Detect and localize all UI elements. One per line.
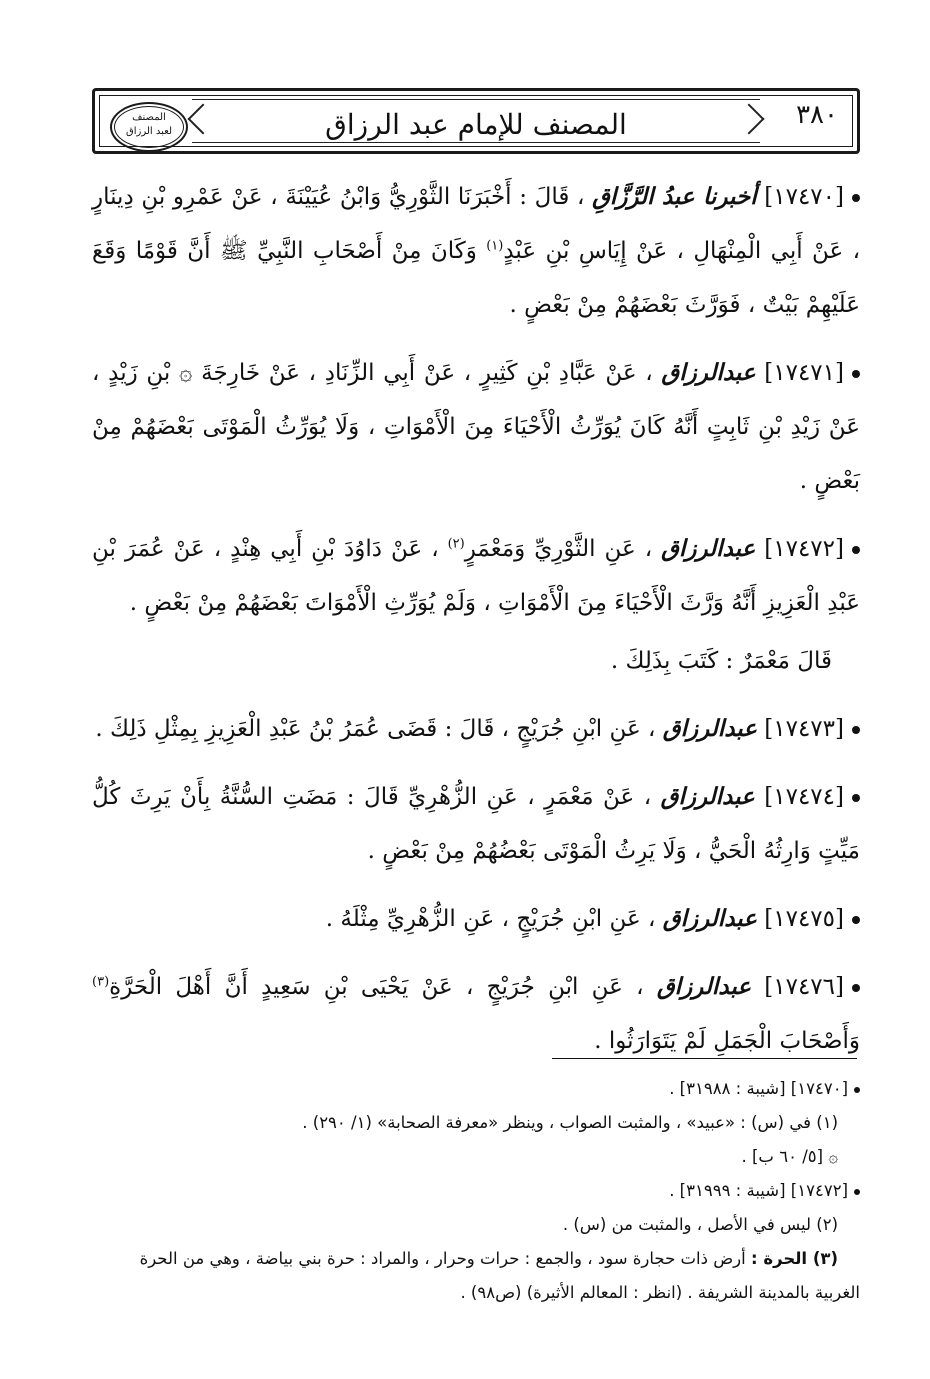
footnote-folio: ۞ [٥/ ٦٠ ب] . <box>741 1147 838 1166</box>
hadith-entry <box>92 960 860 1068</box>
hadith-text-cont: ، عَنْ دَاوُدَ بْنِ أَبِي هِنْدٍ ، عَنْ عُمَرَ بْنِ عَبْدِ الْعَزِيزِ أَنَّهُ وَرَّثَ الْأَحْيَاءَ مِنَ الْأَمْوَاتِ ، وَلَمْ يُوَرِّثِ الْأَمْوَاتَ بَعْضَهُمْ مِنْ بَعْضٍ . <box>92 536 860 616</box>
hadith-entry <box>92 770 860 878</box>
narrator: عبدالرزاق <box>660 783 755 810</box>
hadith-number: [١٧٤٧٢] <box>764 536 844 562</box>
narrator: عبدالرزاق <box>662 715 757 742</box>
hadith-note <box>92 634 860 688</box>
page-header <box>92 88 860 154</box>
footnote: (٢) ليس في الأصل ، والمثبت من (س) . <box>562 1215 838 1234</box>
footnote-ref: (١) <box>486 238 504 254</box>
hadith-number: [١٧٤٧٣] <box>764 716 844 742</box>
hadith-text: ، عَنْ مَعْمَرٍ ، عَنِ الزُّهْرِيِّ قَالَ : مَضَتِ السُّنَّةُ بِأَنْ يَرِثَ كُلُّ مَيِّتٍ وَارِثُهُ الْحَيُّ ، وَلَا يَرِثُ الْمَوْتَى بَعْضُهُمْ مِنْ بَعْضٍ . <box>92 784 860 864</box>
main-text <box>92 170 860 1082</box>
title-band <box>192 99 760 143</box>
hadith-entry <box>92 346 860 508</box>
hadith-text: ، عَنِ ابْنِ جُرَيْجٍ ، قَالَ : قَضَى عُمَرُ بْنُ عَبْدِ الْعَزِيزِ بِمِثْلِ ذَلِكَ . <box>95 716 656 742</box>
hadith-text: ، عَنِ ابْنِ جُرَيْجٍ ، عَنِ الزُّهْرِيِّ مِثْلَهُ . <box>325 906 656 932</box>
book-title: المصنف للإمام عبد الرزاق <box>325 108 627 141</box>
footnote-source: [١٧٤٧٢] [شيبة : ٣١٩٩٩] . <box>92 1174 860 1208</box>
hadith-text: ، قَالَ : أَخْبَرَنَا الثَّوْرِيُّ وَابْنُ عُيَيْنَةَ ، عَنْ عَمْرِو بْنِ دِينَارٍ ، عَنْ أَبِي الْمِنْهَالِ ، عَنْ إِيَاسِ بْنِ عَبْدٍ <box>92 184 861 264</box>
hadith-number: [١٧٤٧٤] <box>764 784 844 810</box>
narrator: عبدالرزاق <box>656 973 751 1000</box>
page-number: ٣٨٠ <box>796 100 838 130</box>
left-ornament-icon <box>100 94 173 148</box>
footnote-source: [١٧٤٧٠] [شيبة : ٣١٩٨٨] . <box>92 1072 860 1106</box>
footnotes <box>92 1072 860 1310</box>
footnote: (١) في (س) : «عبيد» ، والمثبت الصواب ، وينظر «معرفة الصحابة» (١/ ٢٩٠) . <box>302 1113 838 1132</box>
narrator: عبدالرزاق <box>661 535 756 562</box>
hadith-entry <box>92 170 860 332</box>
badge-label-bottom: لعبد الرزاق <box>125 126 173 137</box>
hadith-entry <box>92 892 860 946</box>
bullet-icon <box>852 726 860 734</box>
footnote-ref: (٣) <box>92 974 110 990</box>
hadith-entry <box>92 702 860 756</box>
hadith-text: قَالَ مَعْمَرٌ : كَتَبَ بِذَلِكَ . <box>610 648 832 674</box>
bullet-icon <box>852 794 860 802</box>
narrator: عبدالرزاق <box>661 359 756 386</box>
bullet-icon <box>852 984 860 992</box>
footnote-cont: الغربية بالمدينة الشريفة . (انظر : المعالم الأثيرة) (ص٩٨) . <box>460 1283 860 1302</box>
hadith-number: [١٧٤٧٦] <box>764 974 845 1000</box>
footnote: (٣) الحرة : أرض ذات حجارة سود ، والجمع : حرات وحرار ، والمراد : حرة بني بياضة ، وهي من الحرة <box>139 1249 838 1268</box>
footnote-divider <box>552 1058 857 1059</box>
badge-label-top: المصنف <box>132 112 166 123</box>
bullet-icon <box>852 194 860 202</box>
narrator: أخبرنا عبدُ الرَّزَّاقِ <box>592 183 757 210</box>
hadith-entry <box>92 522 860 630</box>
bullet-icon <box>852 916 860 924</box>
hadith-text: ، عَنْ عَبَّادِ بْنِ كَثِيرٍ ، عَنْ أَبِي الزِّنَادِ ، عَنْ خَارِجَةَ ۞ بْنِ زَيْدٍ ، عَنْ زَيْدِ بْنِ ثَابِتٍ أَنَّهُ كَانَ يُوَرِّثُ الْأَحْيَاءَ مِنَ الْأَمْوَاتِ ، وَلَا يُوَرِّثُ الْمَوْتَى بَعْضَهُمْ مِنْ بَعْضٍ . <box>92 360 860 494</box>
bullet-icon <box>852 370 860 378</box>
bullet-icon <box>854 1189 860 1195</box>
hadith-text-cont: وَأَصْحَابَ الْجَمَلِ لَمْ يَتَوَارَثُوا . <box>594 1028 860 1054</box>
bullet-icon <box>854 1087 860 1093</box>
hadith-number: [١٧٤٧٥] <box>764 906 844 932</box>
hadith-number: [١٧٤٧١] <box>764 360 845 386</box>
narrator: عبدالرزاق <box>662 905 757 932</box>
book-badge-icon <box>110 102 188 152</box>
hadith-text: ، عَنِ الثَّوْرِيِّ وَمَعْمَرٍ <box>464 536 653 562</box>
bullet-icon <box>852 546 860 554</box>
hadith-number: [١٧٤٧٠] <box>764 184 844 210</box>
hadith-text: ، عَنِ ابْنِ جُرَيْجٍ ، عَنْ يَحْيَى بْنِ سَعِيدٍ أَنَّ أَهْلَ الْحَرَّةِ <box>109 974 644 1000</box>
footnote-ref: (٢) <box>447 536 465 552</box>
hadith-text-cont: وَكَانَ مِنْ أَصْحَابِ النَّبِيِّ ﷺ أَنَّ قَوْمًا وَقَعَ عَلَيْهِمْ بَيْتٌ ، فَوَرَّثَ بَعْضَهُمْ مِنْ بَعْضٍ . <box>92 238 860 318</box>
